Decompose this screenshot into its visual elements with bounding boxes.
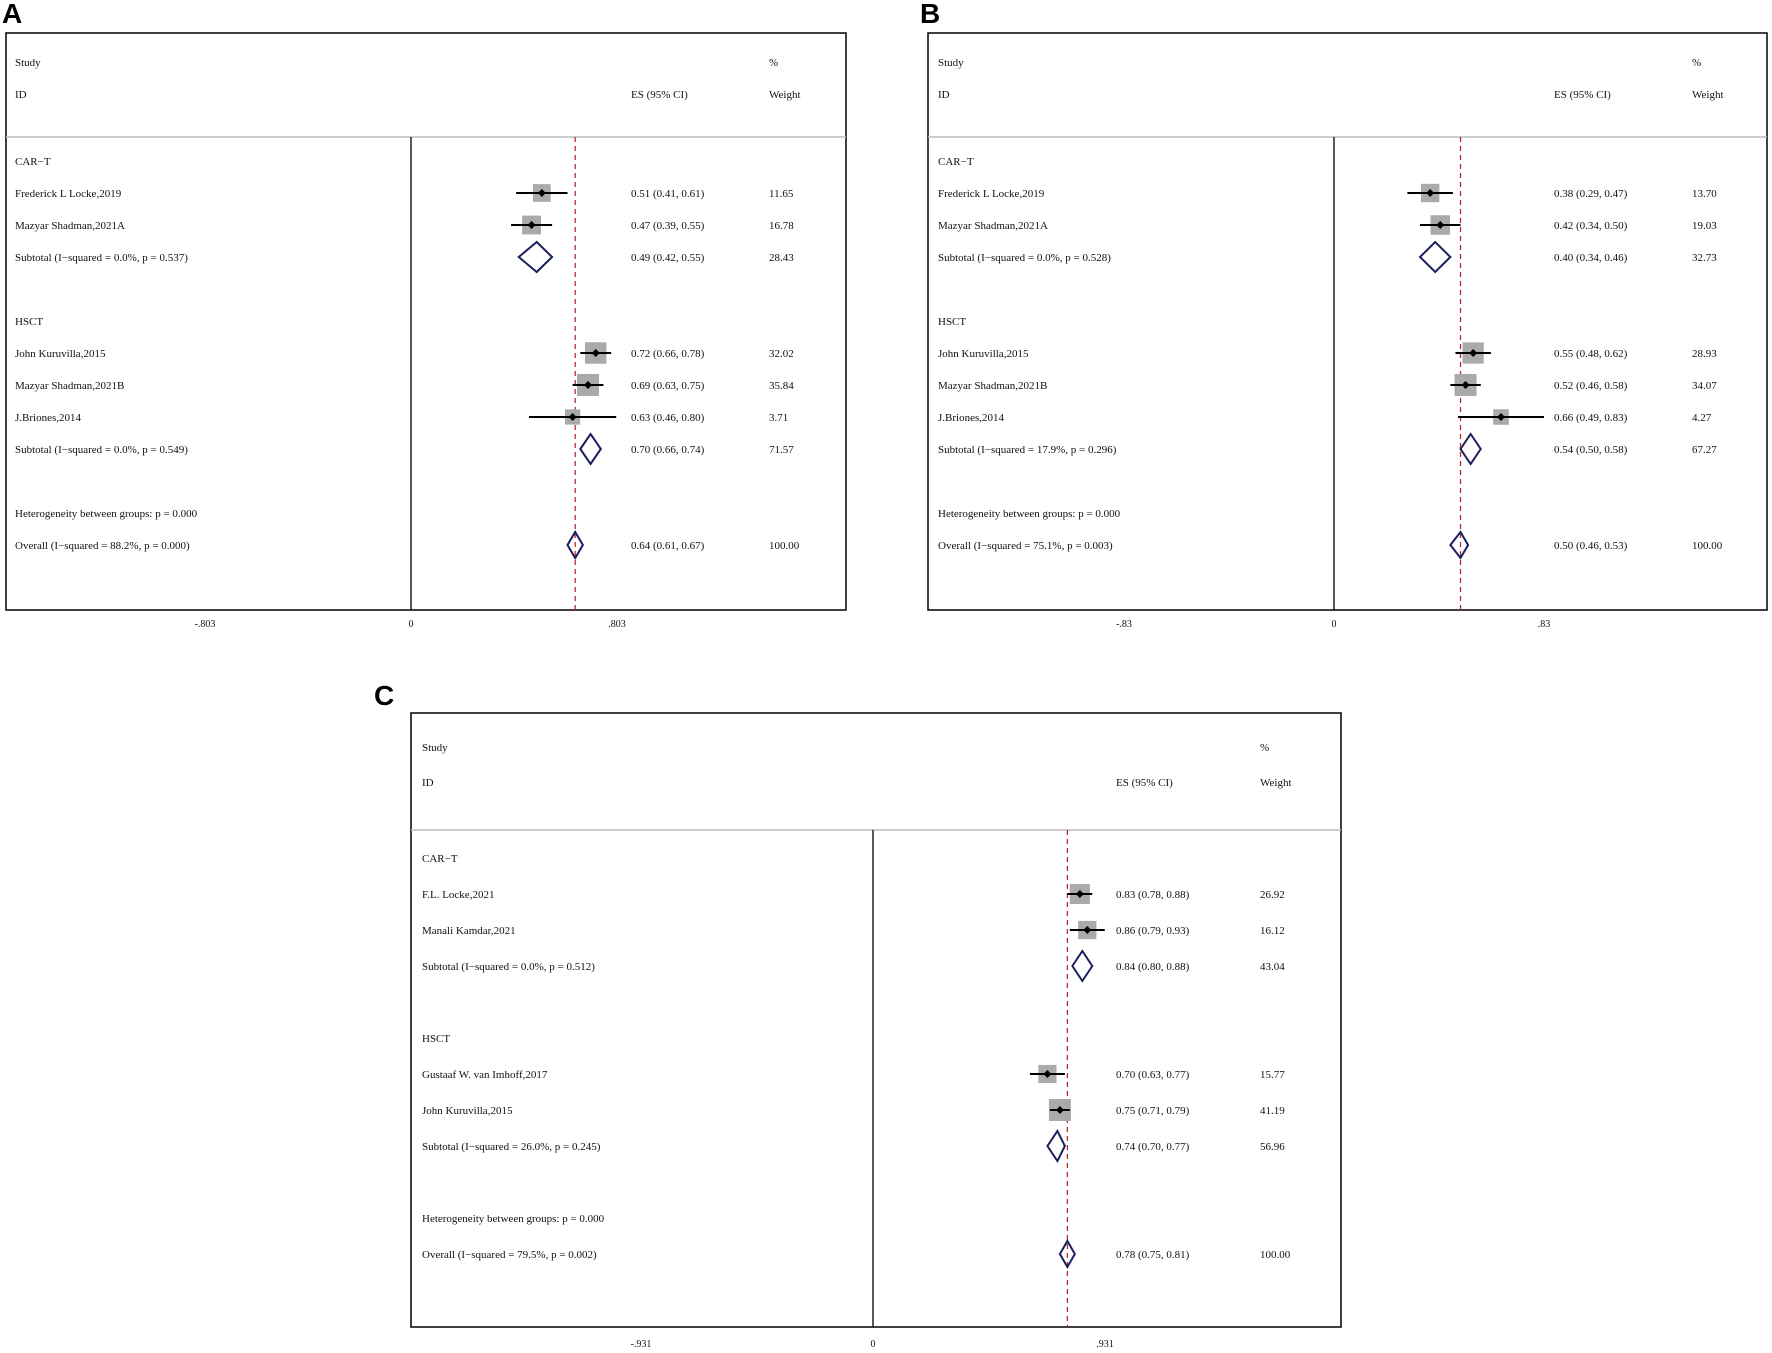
es-ci-value: 0.66 (0.49, 0.83): [1554, 412, 1628, 424]
header-study: Study: [15, 57, 41, 69]
study-label: Frederick L Locke,2019: [938, 188, 1045, 200]
es-ci-value: 0.72 (0.66, 0.78): [631, 348, 705, 360]
text-label: Heterogeneity between groups: p = 0.000: [15, 508, 198, 520]
weight-value: 35.84: [769, 380, 794, 392]
group-label: HSCT: [422, 1033, 451, 1045]
group-label: HSCT: [938, 316, 967, 328]
header-weight: Weight: [1692, 89, 1724, 101]
es-ci-value: 0.51 (0.41, 0.61): [631, 188, 705, 200]
study-label: John Kuruvilla,2015: [15, 348, 106, 360]
weight-value: 28.43: [769, 252, 794, 264]
overall-label: Overall (I−squared = 88.2%, p = 0.000): [15, 540, 190, 552]
subtotal-diamond: [1047, 1131, 1064, 1161]
subtotal-diamond: [1461, 434, 1481, 464]
x-tick-label: 0: [1331, 619, 1337, 630]
es-ci-value: 0.64 (0.61, 0.67): [631, 540, 705, 552]
study-label: Manali Kamdar,2021: [422, 925, 516, 937]
es-ci-value: 0.83 (0.78, 0.88): [1116, 889, 1190, 901]
es-ci-value: 0.78 (0.75, 0.81): [1116, 1249, 1190, 1261]
subtotal-diamond: [519, 242, 552, 272]
weight-value: 28.93: [1692, 348, 1717, 360]
plot-frame: [928, 33, 1767, 610]
header-id: ID: [15, 89, 27, 101]
subtotal-label: Subtotal (I−squared = 0.0%, p = 0.512): [422, 961, 595, 973]
subtotal-label: Subtotal (I−squared = 17.9%, p = 0.296): [938, 444, 1117, 456]
weight-value: 100.00: [769, 540, 800, 552]
es-ci-value: 0.50 (0.46, 0.53): [1554, 540, 1628, 552]
es-ci-value: 0.63 (0.46, 0.80): [631, 412, 705, 424]
plot-frame: [411, 713, 1341, 1327]
weight-value: 100.00: [1692, 540, 1723, 552]
weight-value: 16.12: [1260, 925, 1285, 937]
study-label: John Kuruvilla,2015: [422, 1105, 513, 1117]
panel-letter-a: A: [2, 0, 23, 29]
x-tick-label: 0: [870, 1339, 876, 1350]
study-label: J.Briones,2014: [938, 412, 1004, 424]
subtotal-diamond: [1072, 951, 1092, 981]
weight-value: 26.92: [1260, 889, 1285, 901]
text-label: Heterogeneity between groups: p = 0.000: [938, 508, 1121, 520]
es-ci-value: 0.75 (0.71, 0.79): [1116, 1105, 1190, 1117]
es-ci-value: 0.40 (0.34, 0.46): [1554, 252, 1628, 264]
es-ci-value: 0.70 (0.66, 0.74): [631, 444, 705, 456]
header-percent: %: [769, 57, 779, 69]
weight-value: 41.19: [1260, 1105, 1285, 1117]
subtotal-label: Subtotal (I−squared = 0.0%, p = 0.549): [15, 444, 188, 456]
weight-value: 32.73: [1692, 252, 1717, 264]
study-label: Frederick L Locke,2019: [15, 188, 122, 200]
subtotal-diamond: [1420, 242, 1450, 272]
forest-plot-b: [928, 33, 1767, 630]
subtotal-label: Subtotal (I−squared = 26.0%, p = 0.245): [422, 1141, 601, 1153]
forest-plot-a: [6, 33, 846, 630]
es-ci-value: 0.74 (0.70, 0.77): [1116, 1141, 1190, 1153]
panel-letter-b: B: [920, 0, 941, 29]
es-ci-value: 0.52 (0.46, 0.58): [1554, 380, 1628, 392]
es-ci-value: 0.42 (0.34, 0.50): [1554, 220, 1628, 232]
weight-value: 32.02: [769, 348, 794, 360]
header-study: Study: [422, 742, 448, 754]
weight-value: 16.78: [769, 220, 794, 232]
es-ci-value: 0.49 (0.42, 0.55): [631, 252, 705, 264]
study-label: Mazyar Shadman,2021A: [15, 220, 125, 232]
study-label: Gustaaf W. van Imhoff,2017: [422, 1069, 548, 1081]
group-label: HSCT: [15, 316, 44, 328]
header-percent: %: [1260, 742, 1270, 754]
es-ci-value: 0.69 (0.63, 0.75): [631, 380, 705, 392]
es-ci-value: 0.47 (0.39, 0.55): [631, 220, 705, 232]
x-tick-label: -.83: [1116, 619, 1132, 630]
group-label: CAR−T: [938, 156, 974, 168]
header-es: ES (95% CI): [631, 89, 688, 101]
plot-frame: [6, 33, 846, 610]
header-es: ES (95% CI): [1554, 89, 1611, 101]
es-ci-value: 0.54 (0.50, 0.58): [1554, 444, 1628, 456]
x-tick-label: .803: [608, 619, 626, 630]
subtotal-label: Subtotal (I−squared = 0.0%, p = 0.528): [938, 252, 1111, 264]
x-tick-label: 0: [408, 619, 414, 630]
weight-value: 11.65: [769, 188, 794, 200]
x-tick-label: .83: [1537, 619, 1551, 630]
study-label: Mazyar Shadman,2021B: [15, 380, 125, 392]
weight-value: 13.70: [1692, 188, 1717, 200]
weight-value: 34.07: [1692, 380, 1717, 392]
weight-value: 67.27: [1692, 444, 1717, 456]
study-label: Mazyar Shadman,2021A: [938, 220, 1048, 232]
overall-label: Overall (I−squared = 79.5%, p = 0.002): [422, 1249, 597, 1261]
study-label: John Kuruvilla,2015: [938, 348, 1029, 360]
panel-letter-c: C: [374, 680, 395, 711]
es-ci-value: 0.55 (0.48, 0.62): [1554, 348, 1628, 360]
x-tick-label: -.803: [194, 619, 216, 630]
header-id: ID: [938, 89, 950, 101]
group-label: CAR−T: [15, 156, 51, 168]
study-label: J.Briones,2014: [15, 412, 81, 424]
x-tick-label: -.931: [630, 1339, 652, 1350]
header-id: ID: [422, 777, 434, 789]
weight-value: 100.00: [1260, 1249, 1291, 1261]
text-label: Heterogeneity between groups: p = 0.000: [422, 1213, 605, 1225]
overall-diamond: [1450, 532, 1468, 558]
header-weight: Weight: [1260, 777, 1292, 789]
group-label: CAR−T: [422, 853, 458, 865]
subtotal-diamond: [580, 434, 601, 464]
x-tick-label: .931: [1096, 1339, 1114, 1350]
header-weight: Weight: [769, 89, 801, 101]
weight-value: 56.96: [1260, 1141, 1285, 1153]
study-label: Mazyar Shadman,2021B: [938, 380, 1048, 392]
weight-value: 3.71: [769, 412, 789, 424]
weight-value: 71.57: [769, 444, 794, 456]
header-percent: %: [1692, 57, 1702, 69]
weight-value: 15.77: [1260, 1069, 1285, 1081]
es-ci-value: 0.86 (0.79, 0.93): [1116, 925, 1190, 937]
es-ci-value: 0.70 (0.63, 0.77): [1116, 1069, 1190, 1081]
es-ci-value: 0.84 (0.80, 0.88): [1116, 961, 1190, 973]
overall-label: Overall (I−squared = 75.1%, p = 0.003): [938, 540, 1113, 552]
weight-value: 43.04: [1260, 961, 1285, 973]
es-ci-value: 0.38 (0.29, 0.47): [1554, 188, 1628, 200]
weight-value: 19.03: [1692, 220, 1717, 232]
forest-plot-c: [411, 713, 1341, 1350]
header-study: Study: [938, 57, 964, 69]
header-es: ES (95% CI): [1116, 777, 1173, 789]
study-label: F.L. Locke,2021: [422, 889, 495, 901]
subtotal-label: Subtotal (I−squared = 0.0%, p = 0.537): [15, 252, 188, 264]
weight-value: 4.27: [1692, 412, 1712, 424]
